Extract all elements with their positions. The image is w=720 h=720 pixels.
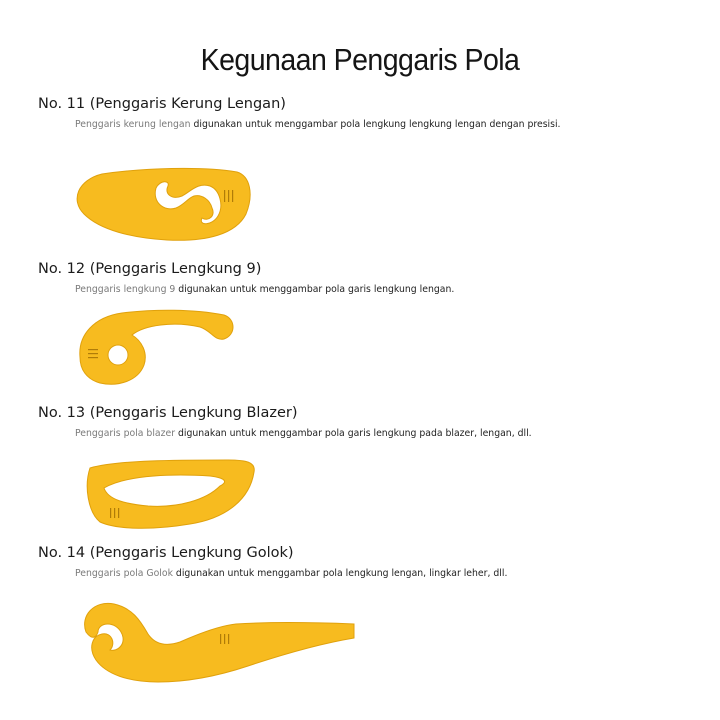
heading-ruler-14: No. 14 (Penggaris Lengkung Golok) — [38, 545, 294, 561]
armhole-ruler-image — [72, 162, 252, 246]
description-rest-ruler-14: digunakan untuk menggambar pola lengkung lengan, lingkar leher, dll. — [172, 568, 508, 579]
heading-ruler-11: No. 11 (Penggaris Kerung Lengan) — [38, 96, 286, 112]
description-ruler-12 — [75, 283, 635, 297]
description-ruler-11 — [75, 118, 615, 132]
curve-9-ruler-image — [74, 305, 239, 390]
heading-ruler-12: No. 12 (Penggaris Lengkung 9) — [38, 261, 262, 277]
golok-ruler-image — [68, 596, 358, 692]
description-lead-ruler-11: Penggaris kerung lengan — [75, 119, 191, 130]
section-ruler-12 — [38, 261, 698, 297]
blazer-ruler-image — [78, 452, 258, 534]
description-lead-ruler-14: Penggaris pola Golok — [75, 568, 173, 579]
description-rest-ruler-11: digunakan untuk menggambar pola lengkung lengkung lengan dengan presisi. — [190, 119, 561, 130]
description-ruler-14 — [75, 567, 635, 581]
description-lead-ruler-13: Penggaris pola blazer — [75, 428, 176, 439]
description-rest-ruler-13: digunakan untuk menggambar pola garis lengkung pada blazer, lengan, dll. — [175, 428, 532, 439]
section-ruler-11 — [38, 96, 698, 132]
page-title: Kegunaan Penggaris Pola — [200, 42, 520, 77]
description-rest-ruler-12: digunakan untuk menggambar pola garis lengkung lengan. — [175, 284, 455, 295]
section-ruler-13 — [38, 405, 698, 441]
description-ruler-13 — [75, 427, 635, 441]
section-ruler-14 — [38, 545, 698, 581]
heading-ruler-13: No. 13 (Penggaris Lengkung Blazer) — [38, 405, 298, 421]
description-lead-ruler-12: Penggaris lengkung 9 — [75, 284, 176, 295]
